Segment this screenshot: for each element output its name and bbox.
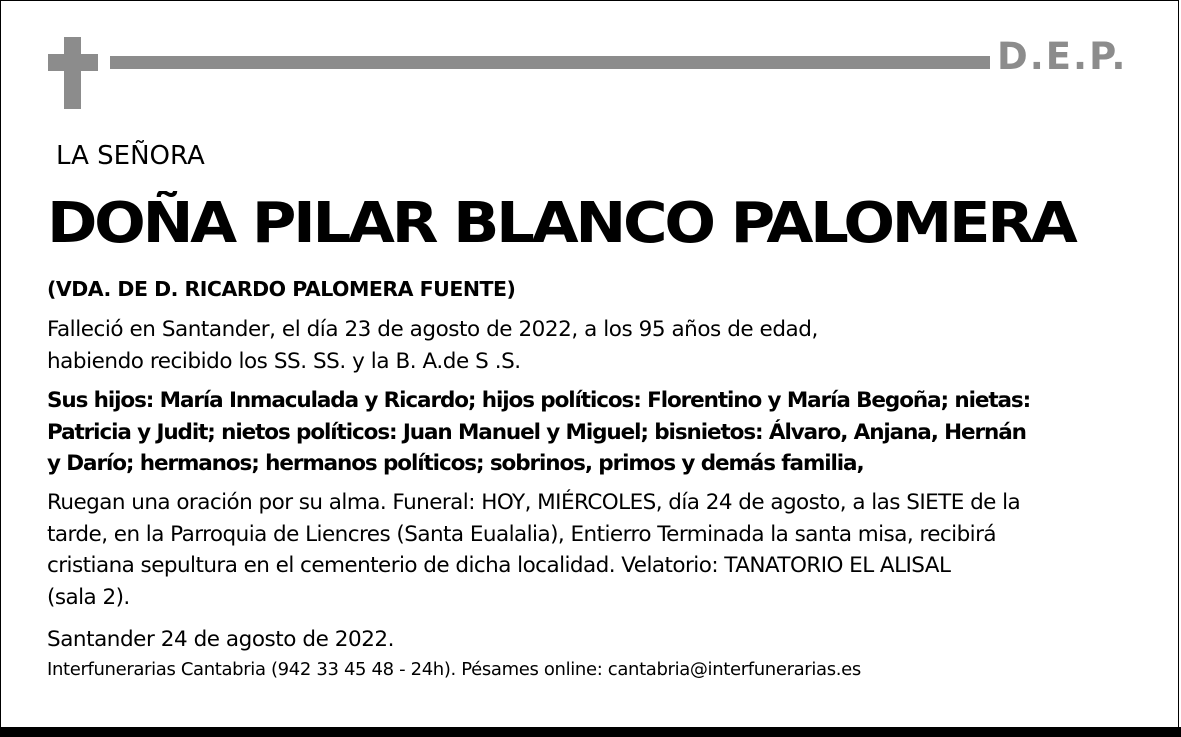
death-details-line: habiendo recibido los SS. SS. y la B. A.de S .S. — [47, 348, 521, 374]
intro-title: LA SEÑORA — [56, 141, 205, 171]
deceased-name: DOÑA PILAR BLANCO PALOMERA — [47, 191, 1075, 256]
funeral-line: cristiana sepultura en el cementerio de dicha localidad. Velatorio: TANATORIO EL ALISAL — [47, 553, 951, 578]
family-line: Sus hijos: María Inmaculada y Ricardo; hijos políticos: Florentino y María Begoña; nietas: — [47, 388, 1031, 413]
cross-icon — [64, 37, 81, 109]
header-rule — [110, 56, 990, 69]
funeral-line: tarde, en la Parroquia de Liencres (Santa Eualalia), Entierro Terminada la santa misa, recibirá — [47, 521, 997, 547]
bottom-border — [0, 727, 1181, 737]
widow-of: (VDA. DE D. RICARDO PALOMERA FUENTE) — [47, 277, 516, 301]
funeral-details — [47, 487, 1020, 613]
cross-icon-bar — [48, 54, 98, 71]
family-list — [47, 385, 1030, 480]
death-details — [47, 314, 818, 377]
dep-label: D.E.P. — [997, 35, 1128, 78]
death-details-line: Falleció en Santander, el día 23 de agosto de 2022, a los 95 años de edad, — [47, 317, 818, 342]
funeral-line: Ruegan una oración por su alma. Funeral: HOY, MIÉRCOLES, día 24 de agosto, a las SIETE de la — [47, 490, 1021, 515]
funeral-line: (sala 2). — [47, 584, 130, 610]
place-date: Santander 24 de agosto de 2022. — [47, 627, 395, 652]
family-line: y Darío; hermanos; hermanos políticos; sobrinos, primos y demás familia, — [47, 451, 864, 476]
agency-contact: Interfunerarias Cantabria (942 33 45 48 - 24h). Pésames online: cantabria@interfunerarias.es — [47, 659, 861, 680]
family-line: Patricia y Judit; nietos políticos: Juan Manuel y Miguel; bisnietos: Álvaro, Anjana, Hernán — [47, 419, 1026, 445]
